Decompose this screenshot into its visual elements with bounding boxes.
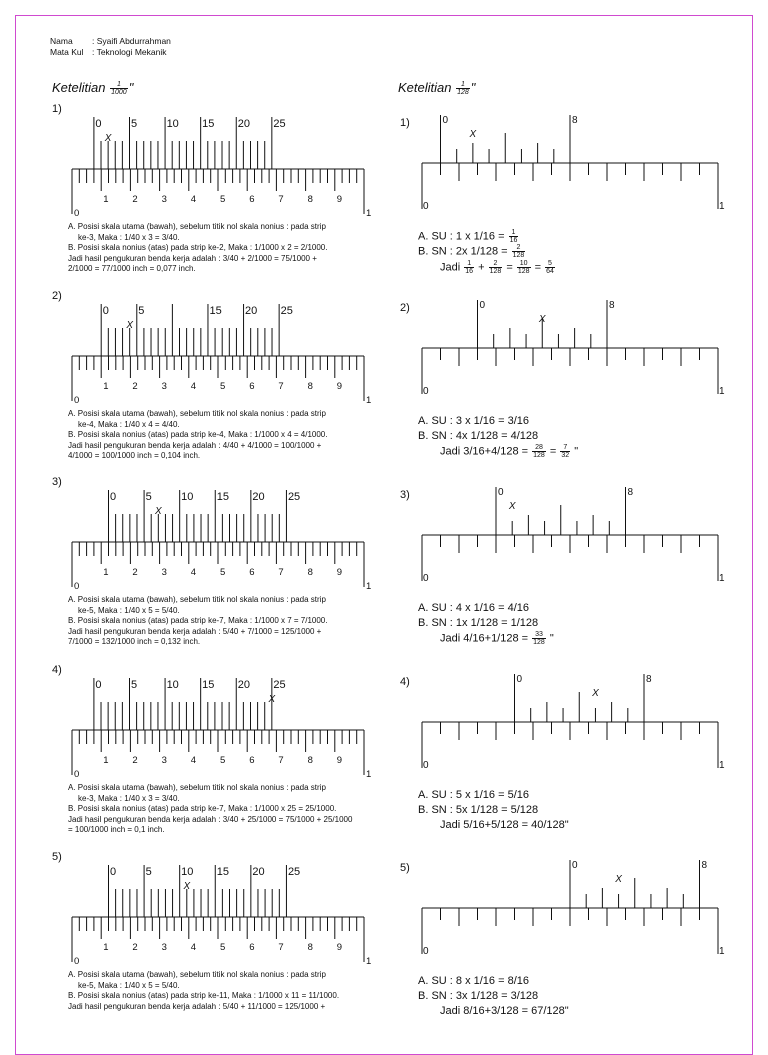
right-title-suffix: "	[470, 80, 476, 95]
right-item-number: 2)	[400, 302, 410, 314]
explanation-line: Jadi hasil pengukuran benda kerja adalah : 5/40 + 7/1000 = 125/1000 +	[68, 626, 322, 636]
main-scale-label: 7	[278, 381, 284, 392]
explanation-line: 4/1000 = 100/1000 inch = 0,104 inch.	[68, 451, 201, 460]
vernier-label: 5	[138, 305, 145, 317]
vernier-label: 25	[287, 491, 301, 503]
calculation-text	[418, 974, 569, 1019]
vernier-label: 20	[252, 491, 265, 503]
main-scale-label: 1	[103, 567, 109, 578]
main-scale-label: 6	[249, 381, 255, 392]
explanation-line: B. Posisi skala nonius (atas) pada strip ke-2, Maka : 1/1000 x 2 = 2/1000.	[68, 243, 328, 252]
left-title-text: Ketelitian	[52, 80, 106, 95]
result-line: Jadi 4/16+1/128 = $\frac{33}{128}$ "	[440, 631, 554, 646]
explanation-line: B. Posisi skala nonius (atas) pada strip ke-11, Maka : 1/1000 x 11 = 11/1000.	[68, 991, 340, 1000]
vernier-label: 5	[145, 491, 152, 503]
vernier-label: 15	[216, 866, 230, 878]
vernier-label: 20	[237, 679, 250, 691]
main-scale-label: 2	[132, 755, 138, 766]
right-title-fraction: $\frac{1}{128}$	[457, 81, 469, 97]
main-scale-label: 9	[336, 194, 343, 205]
vernier-label: 10	[181, 491, 194, 503]
main-scale-label: 8	[307, 942, 313, 953]
vernier-label: 20	[252, 866, 265, 878]
left-title-fraction: $\frac{1}{1000}$	[111, 81, 127, 97]
explanation-line: ke-3, Maka : 1/40 x 3 = 3/40.	[78, 793, 180, 803]
explanation-line: 2/1000 = 77/1000 inch = 0,077 inch.	[68, 264, 196, 273]
vernier-label: 5	[145, 866, 152, 878]
right-item-number: 3)	[400, 489, 410, 501]
su-line: A. SU : 5 x 1/16 = 5/16	[418, 789, 529, 801]
explanation-line: Jadi hasil pengukuran benda kerja adalah : 4/40 + 4/1000 = 100/1000 +	[68, 440, 322, 450]
vernier-scale-1-1000	[66, 108, 376, 218]
main-scale-label: 9	[336, 381, 343, 392]
sn-line: B. SN : 3x 1/128 = 3/128	[418, 990, 539, 1002]
vernier-label: 25	[273, 679, 286, 691]
coincidence-marker: X	[592, 688, 599, 699]
main-scale-label: 1	[366, 581, 372, 592]
main-scale-label: 7	[278, 942, 284, 953]
vernier-label: 25	[287, 866, 301, 878]
main-scale-label: 0	[74, 956, 80, 967]
main-scale-label: 7	[278, 567, 284, 578]
main-scale-label: 3	[161, 567, 167, 578]
fraction: $\frac{10}{128}$	[517, 259, 530, 275]
explanation-line: ke-3, Maka : 1/40 x 3 = 3/40.	[78, 232, 180, 242]
vernier-label: 25	[280, 305, 293, 317]
explanation-line: ke-5, Maka : 1/40 x 5 = 5/40.	[78, 980, 180, 990]
main-scale-label: 0	[423, 573, 429, 584]
main-scale-label: 0	[74, 581, 80, 592]
vernier-label: 8	[627, 487, 634, 498]
explanation-line: Jadi hasil pengukuran benda kerja adalah : 3/40 + 25/1000 = 75/1000 + 25/1000	[68, 814, 353, 824]
main-scale-label: 5	[220, 194, 226, 205]
explanation-text	[68, 409, 388, 462]
vernier-scale-1-128	[416, 107, 726, 212]
nama-value: : Syaifi Abdurrahman	[92, 36, 171, 46]
explanation-text	[68, 222, 388, 275]
vernier-label: 0	[572, 860, 578, 871]
main-scale-label: 3	[161, 942, 167, 953]
fraction: $\frac{2}{128}$	[512, 244, 525, 260]
vernier-label: 5	[130, 118, 138, 130]
main-scale-label: 5	[220, 755, 226, 766]
coincidence-marker: X	[154, 506, 162, 517]
fraction: $\frac{1}{16}$	[465, 259, 474, 275]
vernier-scale-1-1000	[66, 856, 376, 966]
sn-line: B. SN : 4x 1/128 = 4/128	[418, 430, 539, 442]
vernier-scale-1-128	[416, 666, 726, 771]
left-item-number: 2)	[52, 290, 62, 302]
right-title-text: Ketelitian	[398, 80, 452, 95]
main-scale-label: 0	[423, 386, 429, 397]
main-scale-label: 1	[719, 760, 725, 771]
vernier-label: 0	[95, 679, 102, 691]
explanation-text	[68, 783, 388, 836]
explanation-line: ke-4, Maka : 1/40 x 4 = 4/40.	[78, 419, 180, 429]
main-scale-label: 1	[103, 755, 109, 766]
su-line: A. SU : 1 x 1/16 = $\frac{1}{16}$	[418, 229, 518, 244]
vernier-scale-1-128	[416, 852, 726, 957]
matkul-label: Mata Kul	[50, 47, 84, 57]
explanation-line: 7/1000 = 132/1000 inch = 0,132 inch.	[68, 637, 201, 646]
main-scale-label: 0	[74, 395, 80, 406]
explanation-line: ke-5, Maka : 1/40 x 5 = 5/40.	[78, 605, 180, 615]
explanation-line: A. Posisi skala utama (bawah), sebelum titik nol skala nonius : pada strip	[68, 970, 326, 979]
vernier-scale-1-128	[416, 292, 726, 397]
main-scale-label: 1	[366, 956, 372, 967]
vernier-label: 5	[130, 679, 138, 691]
main-scale-label: 8	[307, 194, 313, 205]
result-line: Jadi 3/16+4/128 = $\frac{28}{128}$ = $\frac{7}{32}$ "	[440, 444, 579, 459]
main-scale-label: 4	[190, 194, 197, 205]
right-item-number: 1)	[400, 117, 410, 129]
fraction: $\frac{33}{128}$	[533, 631, 545, 646]
fraction: $\frac{1}{16}$	[509, 229, 518, 244]
sn-line: B. SN : 1x 1/128 = 1/128	[418, 617, 539, 629]
vernier-label: 0	[498, 487, 504, 498]
vernier-scale-1-1000	[66, 481, 376, 591]
vernier-label: 8	[701, 860, 708, 871]
vernier-label: 0	[110, 866, 117, 878]
main-scale-label: 1	[103, 942, 109, 953]
main-scale-label: 8	[307, 755, 313, 766]
fraction: $\frac{7}{32}$	[561, 444, 570, 459]
vernier-label: 15	[202, 118, 215, 130]
result-line: Jadi $\frac{1}{16}$ + $\frac{2}{128}$ = $\frac{10}{128}$ = $\frac{5}{64}$	[440, 259, 554, 275]
main-scale-label: 1	[719, 386, 725, 397]
main-scale-label: 0	[74, 769, 80, 780]
explanation-line: = 100/1000 inch = 0,1 inch.	[68, 825, 165, 834]
main-scale-label: 0	[423, 946, 429, 957]
main-scale-label: 4	[190, 567, 197, 578]
fraction: $\frac{28}{128}$	[533, 444, 545, 459]
main-scale-label: 1	[719, 573, 725, 584]
coincidence-marker: X	[538, 314, 546, 325]
calculation-text	[418, 229, 556, 275]
main-scale-label: 3	[161, 755, 167, 766]
vernier-label: 8	[609, 300, 615, 311]
vernier-label: 20	[245, 305, 258, 317]
main-scale-label: 5	[220, 942, 226, 953]
vernier-label: 10	[166, 118, 179, 130]
coincidence-marker: X	[126, 320, 134, 331]
main-scale-label: 2	[132, 942, 138, 953]
coincidence-marker: X	[469, 129, 477, 140]
vernier-scale-1-128	[416, 479, 726, 584]
main-scale-label: 9	[336, 942, 343, 953]
main-scale-label: 1	[103, 381, 109, 392]
su-line: A. SU : 8 x 1/16 = 8/16	[418, 975, 529, 987]
vernier-label: 8	[646, 674, 652, 685]
vernier-label: 0	[102, 305, 109, 317]
vernier-label: 25	[273, 118, 286, 130]
main-scale-label: 4	[190, 381, 197, 392]
fraction: $\frac{5}{64}$	[546, 259, 554, 275]
coincidence-marker: X	[268, 694, 276, 705]
main-scale-label: 1	[366, 769, 372, 780]
main-scale-label: 0	[423, 760, 429, 771]
vernier-label: 0	[95, 118, 102, 130]
vernier-label: 20	[237, 118, 250, 130]
vernier-label: 0	[479, 300, 486, 311]
main-scale-label: 3	[161, 194, 167, 205]
explanation-text	[68, 970, 388, 1012]
result-line: Jadi 8/16+3/128 = 67/128"	[440, 1005, 569, 1017]
main-scale-label: 6	[249, 567, 255, 578]
vernier-scale-1-1000	[66, 669, 376, 779]
main-scale-label: 1	[366, 208, 372, 219]
main-scale-label: 2	[132, 381, 138, 392]
main-scale-label: 6	[249, 942, 255, 953]
explanation-line: B. Posisi skala nonius (atas) pada strip ke-4, Maka : 1/1000 x 4 = 4/1000.	[68, 430, 328, 439]
vernier-label: 0	[442, 115, 449, 126]
explanation-line: A. Posisi skala utama (bawah), sebelum titik nol skala nonius : pada strip	[68, 409, 326, 418]
main-scale-label: 1	[719, 946, 725, 957]
main-scale-label: 5	[220, 381, 226, 392]
explanation-line: A. Posisi skala utama (bawah), sebelum titik nol skala nonius : pada strip	[68, 783, 326, 792]
main-scale-label: 2	[132, 567, 138, 578]
explanation-line: Jadi hasil pengukuran benda kerja adalah : 5/40 + 11/1000 = 125/1000 +	[68, 1001, 326, 1011]
matkul-value: : Teknologi Mekanik	[92, 47, 167, 57]
main-scale-label: 8	[307, 567, 313, 578]
explanation-line: B. Posisi skala nonius (atas) pada strip ke-7, Maka : 1/1000 x 7 = 7/1000.	[68, 616, 328, 625]
main-scale-label: 6	[249, 194, 255, 205]
left-item-number: 4)	[52, 664, 62, 676]
main-scale-label: 7	[278, 755, 284, 766]
left-item-number: 1)	[52, 103, 62, 115]
vernier-label: 15	[209, 305, 222, 317]
main-scale-label: 7	[278, 194, 284, 205]
explanation-text	[68, 595, 388, 648]
su-line: A. SU : 4 x 1/16 = 4/16	[418, 602, 529, 614]
main-scale-label: 5	[220, 567, 226, 578]
nama-label: Nama	[50, 36, 73, 46]
explanation-line: Jadi hasil pengukuran benda kerja adalah : 3/40 + 2/1000 = 75/1000 +	[68, 253, 317, 263]
vernier-label: 0	[110, 491, 117, 503]
left-section-title	[52, 80, 133, 96]
main-scale-label: 9	[336, 567, 343, 578]
main-scale-label: 6	[249, 755, 255, 766]
left-item-number: 3)	[52, 476, 62, 488]
main-scale-label: 3	[161, 381, 167, 392]
explanation-line: A. Posisi skala utama (bawah), sebelum titik nol skala nonius : pada strip	[68, 222, 326, 231]
vernier-label: 10	[181, 866, 194, 878]
fraction: $\frac{2}{128}$	[489, 259, 502, 275]
calculation-text	[418, 601, 554, 646]
coincidence-marker: X	[615, 874, 622, 885]
right-item-number: 4)	[400, 676, 410, 688]
vernier-label: 8	[572, 115, 578, 126]
main-scale-label: 1	[719, 201, 725, 212]
right-section-title	[398, 80, 475, 96]
main-scale-label: 1	[366, 395, 372, 406]
sn-line: B. SN : 5x 1/128 = 5/128	[418, 804, 539, 816]
vernier-label: 15	[216, 491, 230, 503]
main-scale-label: 2	[132, 194, 138, 205]
result-line: Jadi 5/16+5/128 = 40/128"	[440, 819, 569, 831]
main-scale-label: 4	[190, 942, 197, 953]
left-title-suffix: "	[128, 80, 134, 95]
explanation-line: A. Posisi skala utama (bawah), sebelum titik nol skala nonius : pada strip	[68, 595, 326, 604]
calculation-text	[418, 788, 569, 833]
coincidence-marker: X	[508, 501, 516, 512]
vernier-label: 10	[166, 679, 179, 691]
su-line: A. SU : 3 x 1/16 = 3/16	[418, 415, 529, 427]
main-scale-label: 9	[336, 755, 343, 766]
main-scale-label: 4	[190, 755, 197, 766]
coincidence-marker: X	[104, 133, 112, 144]
header-info	[50, 36, 171, 58]
vernier-label: 0	[516, 674, 523, 685]
explanation-line: B. Posisi skala nonius (atas) pada strip ke-7, Maka : 1/1000 x 25 = 25/1000.	[68, 804, 337, 813]
vernier-scale-1-1000	[66, 295, 376, 405]
main-scale-label: 0	[74, 208, 80, 219]
main-scale-label: 0	[423, 201, 429, 212]
vernier-label: 15	[202, 679, 215, 691]
calculation-text	[418, 414, 578, 459]
coincidence-marker: X	[183, 881, 191, 892]
main-scale-label: 8	[307, 381, 313, 392]
sn-line: B. SN : 2x 1/128 = $\frac{2}{128}$	[418, 244, 525, 260]
right-item-number: 5)	[400, 862, 410, 874]
main-scale-label: 1	[103, 194, 109, 205]
left-item-number: 5)	[52, 851, 62, 863]
